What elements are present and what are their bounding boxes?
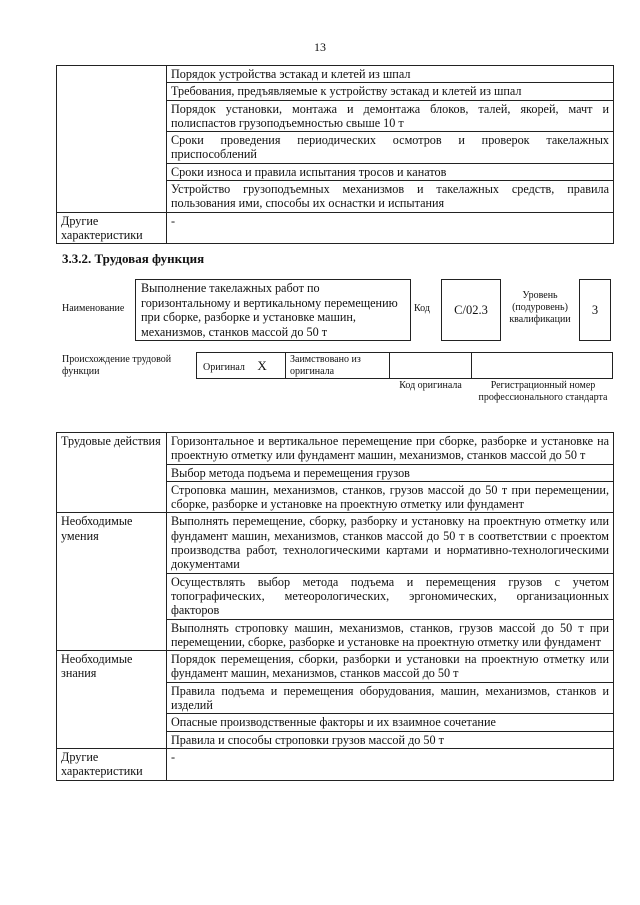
section-heading: 3.3.2. Трудовая функция <box>62 251 205 266</box>
table-cell: Выполнять перемещение, сборку, разборку и установку на проектную отметку или фундамент машин, механизмов, станков массой до 50 т в соответствии с проектом производства работ, технологическими картами и нормативно-технологическими документами <box>167 513 614 573</box>
table-cell: Сроки износа и правила испытания тросов и канатов <box>167 163 614 180</box>
table-cell: Порядок перемещения, сборки, разборки и установки на проектную отметку или фундамент машин, механизмов, станков массой до 50 т <box>167 651 614 683</box>
table-cell: Выбор метода подъема и перемещения грузов <box>167 464 614 481</box>
table-row <box>57 513 614 573</box>
name-label: Наименование <box>62 303 125 314</box>
section-label-skills: Необходимые умения <box>57 513 167 651</box>
table-cell: Правила подъема и перемещения оборудования, машин, механизмов, станков и изделий <box>167 682 614 714</box>
table-cell: Осуществлять выбор метода подъема и перемещения грузов с учетом топографических, метеорологических, эргономических, организационных факторов <box>167 573 614 619</box>
borrowed-cell: Заимствовано из оригинала <box>285 352 390 379</box>
table-row <box>57 651 614 683</box>
page-number: 13 <box>314 40 326 54</box>
table-cell: Горизонтальное и вертикальное перемещение при сборке, разборке и установке на проектную отметку или фундамент машин, механизмов, станков массой до 50 т <box>167 433 614 465</box>
table-cell: Порядок установки, монтажа и демонтажа блоков, талей, якорей, мачт и полиспастов грузоподъемностью свыше 10 т <box>167 100 614 132</box>
original-label: Оригинал <box>203 362 245 373</box>
table-cell: Правила и способы строповки грузов массой до 50 т <box>167 731 614 748</box>
table-row <box>57 433 614 465</box>
table-cell: Требования, предъявляемые к устройству эстакад и клетей из шпал <box>167 83 614 100</box>
section-label-actions: Трудовые действия <box>57 433 167 513</box>
level-value-box: 3 <box>579 279 611 341</box>
reg-number-cell <box>471 352 613 379</box>
other-characteristics-label: Другие характеристики <box>57 748 167 780</box>
table-cell: Выполнять строповку машин, механизмов, станков, грузов массой до 50 т при перемещении, сборке, разборке и установке на проектную отметку или фундамент <box>167 619 614 651</box>
other-characteristics-label: Другие характеристики <box>57 212 167 244</box>
level-label: Уровень (подуровень) квалификации <box>509 290 571 325</box>
reg-number-label: Регистрационный номер профессионального стандарта <box>478 380 608 403</box>
table-cell: Опасные производственные факторы и их взаимное сочетание <box>167 714 614 731</box>
top-knowledge-table <box>56 65 614 244</box>
table-cell: Строповка машин, механизмов, станков, грузов массой до 50 т при перемещении, сборке, разборке и установке на проектную отметку или фундамент <box>167 481 614 513</box>
section-label-knowledge: Необходимые знания <box>57 651 167 749</box>
function-name-box: Выполнение такелажных работ по горизонтальному и вертикальному перемещению при сборке, разборке и установке машин, механизмов, станков массой до 50 т <box>135 279 411 341</box>
code-original-cell <box>389 352 472 379</box>
table-cell: Устройство грузоподъемных механизмов и такелажных средств, правила пользования ими, способы их оснастки и испытания <box>167 181 614 213</box>
original-cell <box>196 352 286 379</box>
code-original-label: Код оригинала <box>399 380 462 391</box>
label-cell <box>57 66 167 213</box>
table-row <box>57 66 614 83</box>
main-function-table <box>56 432 614 781</box>
origin-label: Происхождение трудовой функции <box>62 354 172 377</box>
table-cell: Сроки проведения периодических осмотров и проверок такелажных приспособлений <box>167 132 614 164</box>
table-row <box>57 748 614 780</box>
other-characteristics-value: - <box>167 212 614 244</box>
code-value-box: C/02.3 <box>441 279 501 341</box>
table-row <box>57 212 614 244</box>
other-characteristics-value: - <box>167 748 614 780</box>
table-cell: Порядок устройства эстакад и клетей из шпал <box>167 66 614 83</box>
code-label: Код <box>414 303 430 314</box>
original-mark: X <box>257 358 267 373</box>
